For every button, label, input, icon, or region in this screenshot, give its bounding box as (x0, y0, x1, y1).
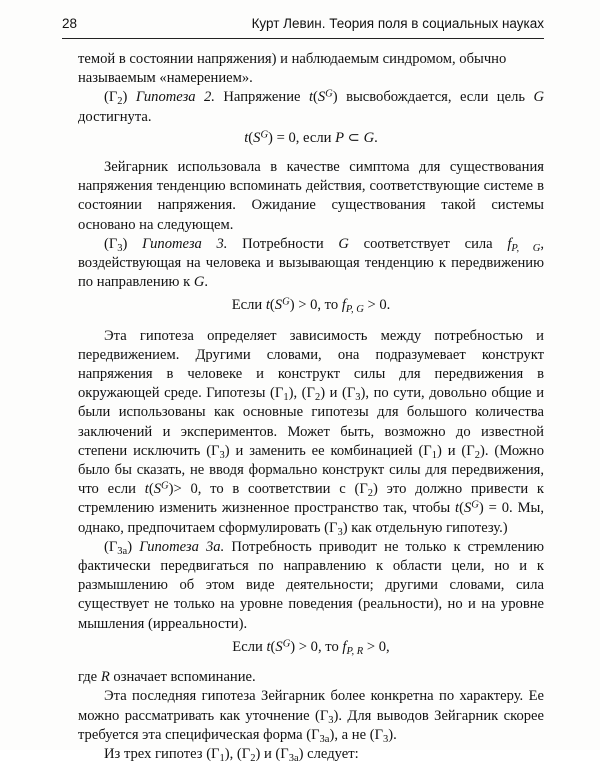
paragraph-discussion: Эта гипотеза определяет зависимость между потребностью и передвижением. Другими словами, она подразумевает конструкт напряжения в человеке и конструкт силы для передвижения в окружающей среде. Гипотезы $(Г_1)$, $(Г_2)$ и $(Г_3)$, по сути, довольно общие и были использованы как основные гипотезы для большого количества заключений и экспериментов. Может быть, возможно до известной степени исключить $(Г_3)$ и заменить ее комбинацией $(Г_1)$ и $(Г_2)$. (Можно было бы сказать, не вводя формально конструкт силы для передвижения, что если $t(S^G)> 0$, то в соответствии с $(Г_2)$ это должно привести к стремлению изменить жизненное пространство так, чтобы $t(S^G) = 0$. Мы, однако, предпочитаем сформулировать $(Г_3)$ как отдельную гипотезу.) (78, 327, 545, 538)
paragraph-last-hypothesis: Эта последняя гипотеза Зейгарник более конкретна по характеру. Ее можно рассматривать как уточнение $(Г_3)$. Для выводов Зейгарник скорее требуется эта специфическая форма $(Г_{3а})$, а не $(Г_3)$. (78, 688, 544, 745)
page-number: 28 (62, 16, 78, 31)
running-title: Курт Левин. Теория поля в социальных науках (251, 16, 544, 31)
hypothesis-2-label: Гипотеза 2. (135, 89, 215, 106)
paragraph-hypothesis-2: $(Г_2)$ Гипотеза 2. Напряжение $t(S^G)$ высвобождается, если цель G достигнута. (78, 89, 545, 125)
hypothesis-3a-label: Гипотеза 3а. (139, 538, 225, 555)
paragraph-hypothesis-3a: $(Г_{3а})$ Гипотеза 3а. Потребность приводит не только к стремлению фактически передвигаться по направлению к области цели, но и к размышлению об этом виде деятельности; другими словами, сила существует не только на уровне поведения (реальности), но и на уровне мышления (ирреальности). (78, 538, 545, 632)
page-header (62, 14, 544, 39)
formula-2: Если $t(S^G) > 0$, то $f_{P, G} > 0$. (231, 297, 391, 316)
paragraph-hypothesis-3: $(Г_3)$ Гипотеза 3. Потребности G соответствует сила $f_{P, G}$, воздействующая на человека и вызывающая тенденцию к передвижению по направлению к G. (78, 235, 544, 291)
paragraph-zeigarnik: Зейгарник использовала в качестве симптома для существования напряжения тенденцию вспоминать действия, соответствующие системе в состоянии напряжения. Ожидание существования такой системы основано на следующем. (78, 159, 544, 233)
paragraph-conclusion: Из трех гипотез $(Г_1)$, $(Г_2)$ и $(Г_{3а})$ следует: (104, 745, 359, 764)
paragraph-continuation: темой в состоянии напряжения) и наблюдаемым синдромом, обычно называемым «намерением». (78, 51, 507, 87)
formula-3: Если $t(S^G) > 0$, то $f_{P, R} > 0$, (232, 638, 390, 657)
formula-1: $t(S^G) = 0$, если P ⊂ G. (244, 129, 378, 146)
body-text (78, 50, 544, 764)
paragraph-where: где R означает вспоминание. (78, 669, 256, 686)
hypothesis-3-label: Гипотеза 3. (142, 235, 228, 252)
